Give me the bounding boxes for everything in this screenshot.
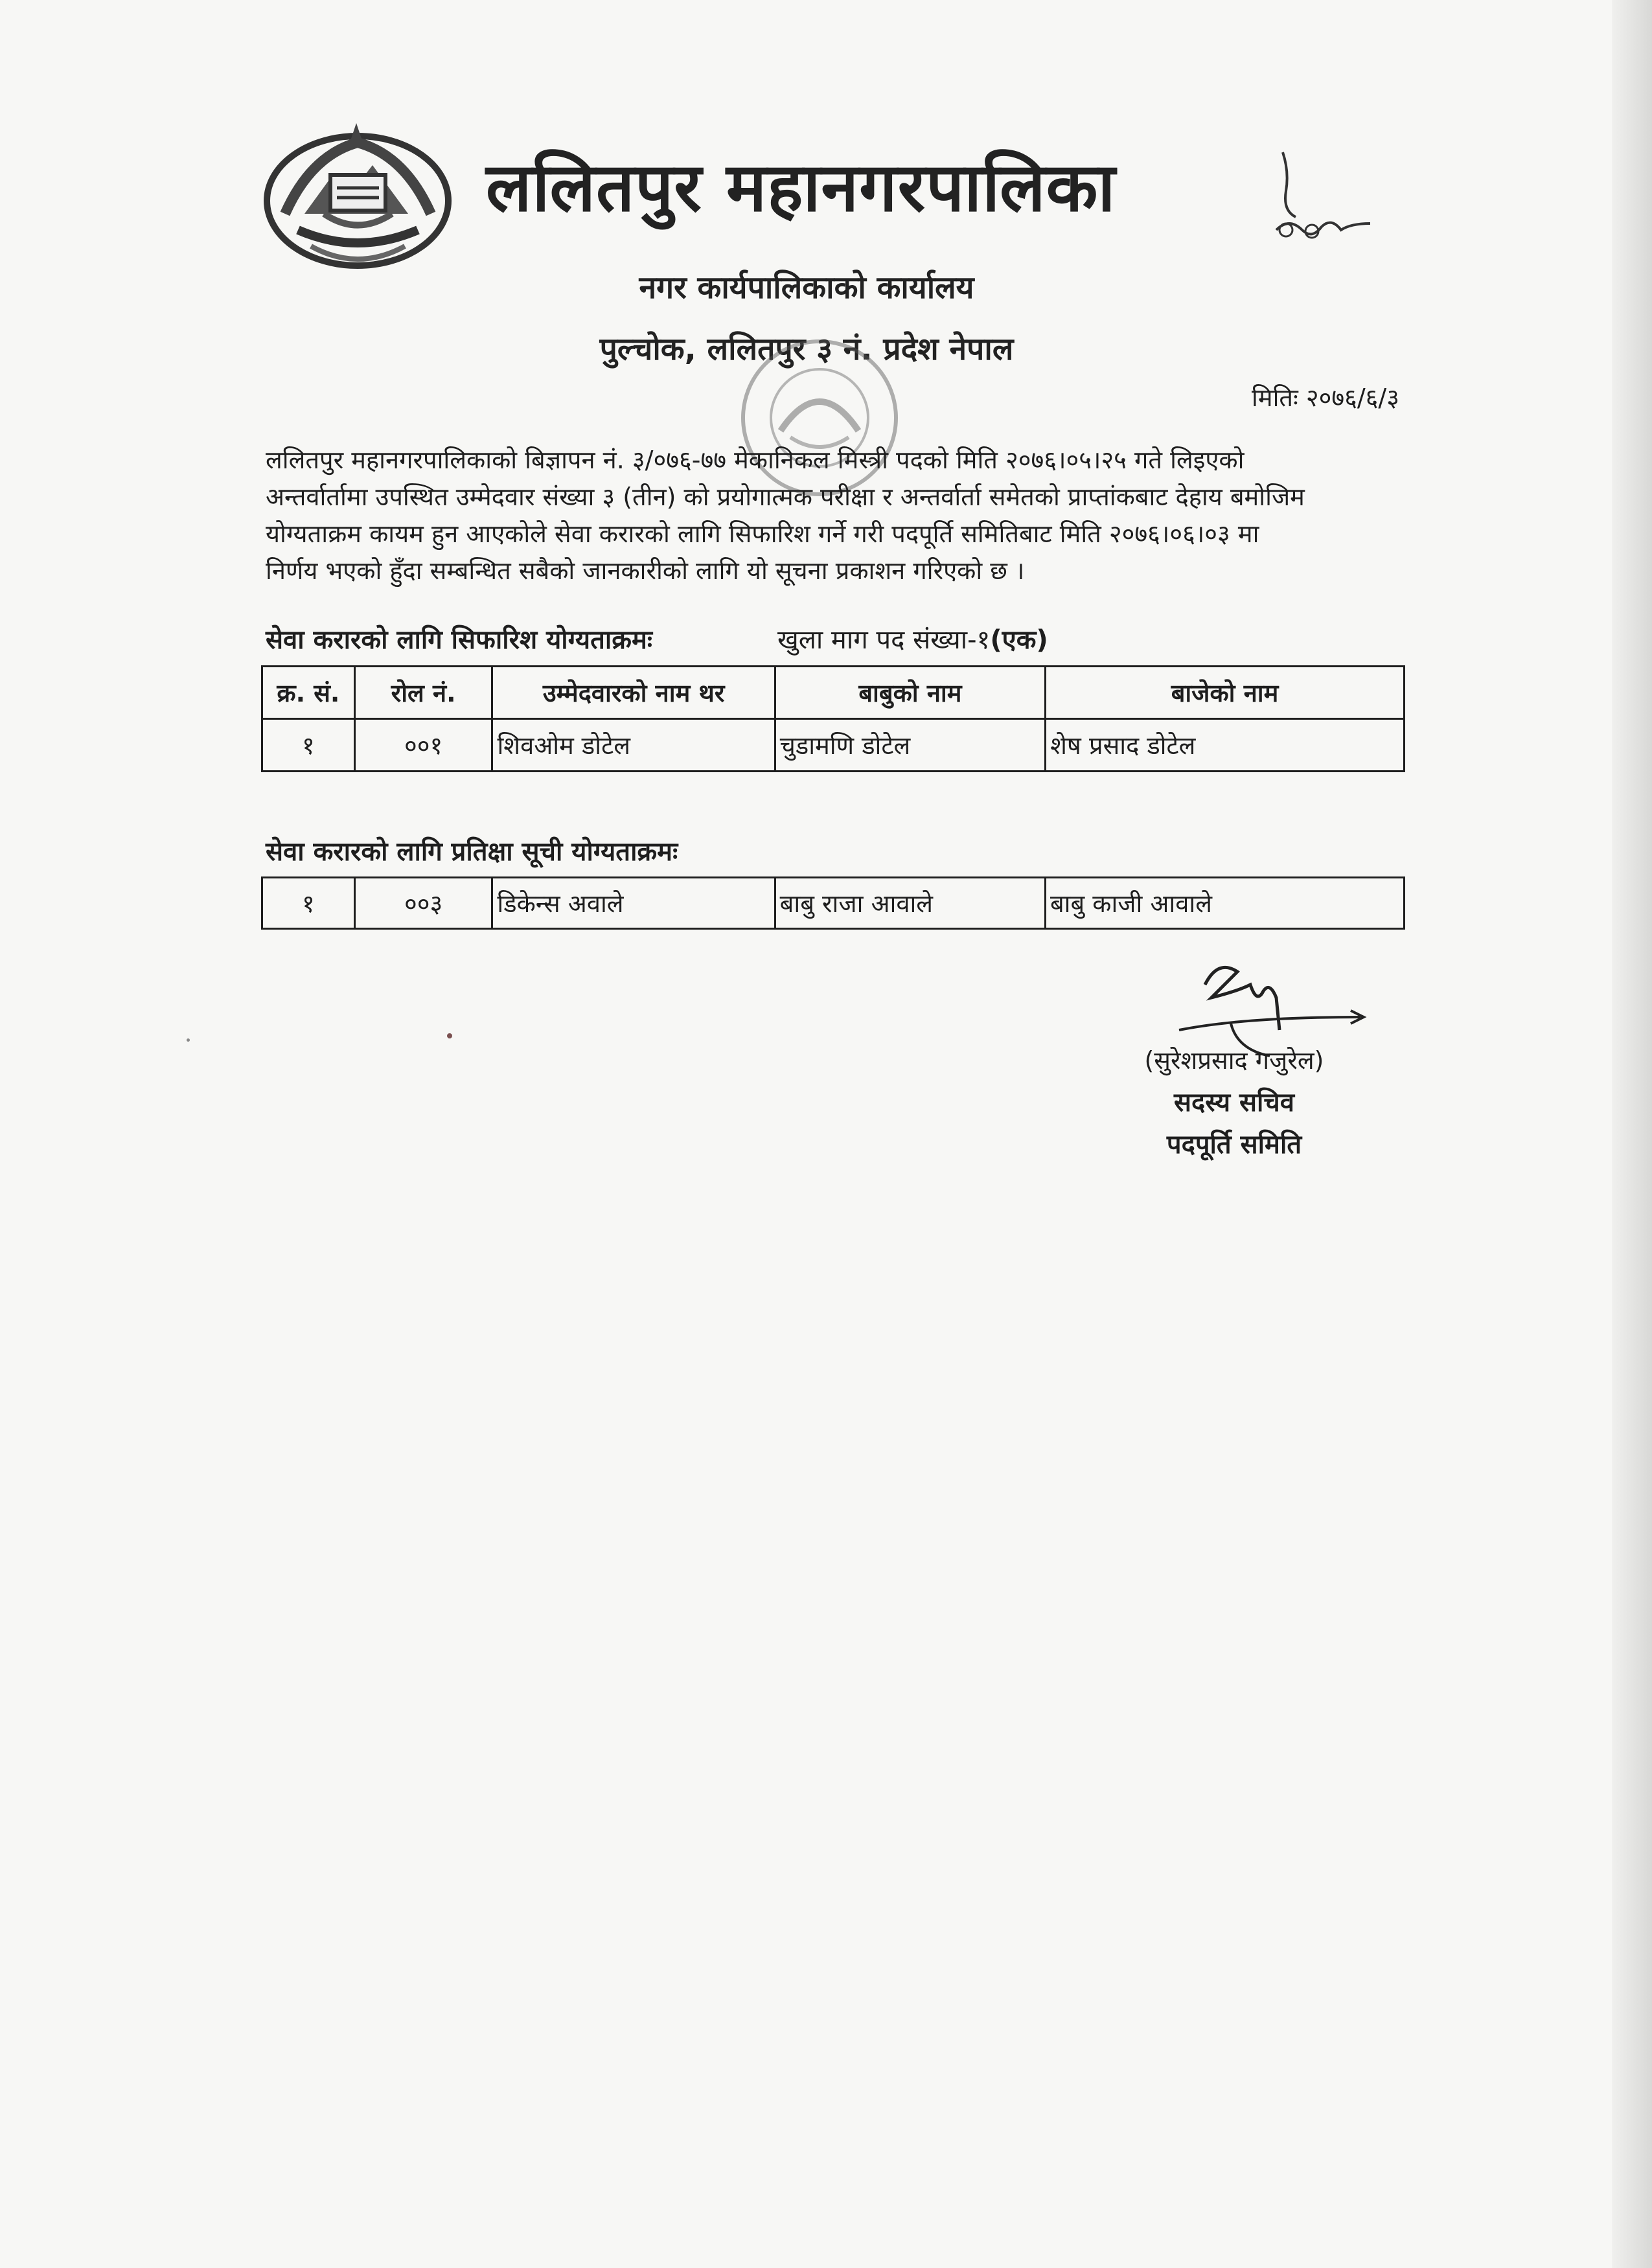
- recommended-section-heading: सेवा करारको लागि सिफारिश योग्यताक्रमः: [266, 625, 652, 655]
- table-header-row: [262, 667, 1405, 719]
- vacancy-label: खुला माग पद संख्या-१: [777, 625, 991, 655]
- scan-speck: [187, 1038, 190, 1042]
- office-address: पुल्चोक, ललितपुर ३ नं. प्रदेश नेपाल: [599, 331, 1014, 367]
- cell-father-name: चुडामणि डोटेल: [775, 719, 1045, 772]
- notice-body: [266, 442, 1419, 590]
- signatory-role: सदस्य सचिव: [1173, 1088, 1294, 1117]
- signatory-name: (सुरेशप्रसाद गजुरेल): [1144, 1046, 1324, 1075]
- col-header-roll: रोल नं.: [354, 667, 492, 719]
- col-header-grandfather-name: बाजेको नाम: [1046, 667, 1405, 719]
- signatory-block: [1127, 1043, 1341, 1161]
- cell-candidate-name: शिवओम डोटेल: [492, 719, 775, 772]
- waitlist-table: [261, 876, 1405, 930]
- body-line: निर्णय भएको हुँदा सम्बन्धित सबैको जानकारीको लागि यो सूचना प्रकाशन गरिएको छ ।: [266, 556, 1025, 585]
- cell-father-name: बाबु राजा आवाले: [775, 878, 1045, 929]
- cell-grandfather-name: शेष प्रसाद डोटेल: [1046, 719, 1405, 772]
- nepal-emblem-logo: [259, 117, 457, 279]
- cell-grandfather-name: बाबु काजी आवाले: [1045, 878, 1404, 929]
- municipality-title: ललितपुर महानगरपालिका: [486, 148, 1116, 227]
- vacancy-count-words: (एक): [990, 625, 1048, 655]
- body-line: अन्तर्वार्तामा उपस्थित उम्मेदवार संख्या ३ (तीन) को प्रयोगात्मक परीक्षा र अन्तर्वार्ता समेतको प्राप्तांकबाट देहाय बमोजिम: [266, 483, 1305, 511]
- table-row: [262, 878, 1405, 929]
- office-name: नगर कार्यपालिकाको कार्यालय: [639, 269, 974, 306]
- cell-roll: ००१: [354, 719, 492, 772]
- scan-speck: [447, 1033, 452, 1038]
- vacancy-count: [777, 621, 1048, 656]
- col-header-serial: क्र. सं.: [262, 667, 355, 719]
- waitlist-section-heading: सेवा करारको लागि प्रतिक्षा सूची योग्यताक्रमः: [266, 837, 678, 867]
- cell-roll: ००३: [354, 878, 492, 929]
- table-row: [262, 719, 1405, 772]
- initial-mark: [1257, 146, 1380, 243]
- cell-serial: १: [262, 878, 355, 929]
- body-line: ललितपुर महानगरपालिकाको बिज्ञापन नं. ३/०७६-७७ मेकानिकल मिस्त्री पदको मिति २०७६।०५।२५ गते लिइएको: [266, 446, 1245, 474]
- recommended-table: [261, 665, 1405, 772]
- signatory-committee: पदपूर्ति समिति: [1166, 1130, 1302, 1160]
- cell-serial: १: [262, 719, 355, 772]
- cell-candidate-name: डिकेन्स अवाले: [492, 878, 775, 929]
- notice-date: मितिः २०७६/६/३: [1252, 384, 1399, 412]
- col-header-candidate-name: उम्मेदवारको नाम थर: [492, 667, 775, 719]
- body-line: योग्यताक्रम कायम हुन आएकोले सेवा करारको लागि सिफारिश गर्ने गरी पदपूर्ति समितिबाट मिति २०७६।०६।०३ मा: [266, 520, 1259, 548]
- col-header-father-name: बाबुको नाम: [775, 667, 1045, 719]
